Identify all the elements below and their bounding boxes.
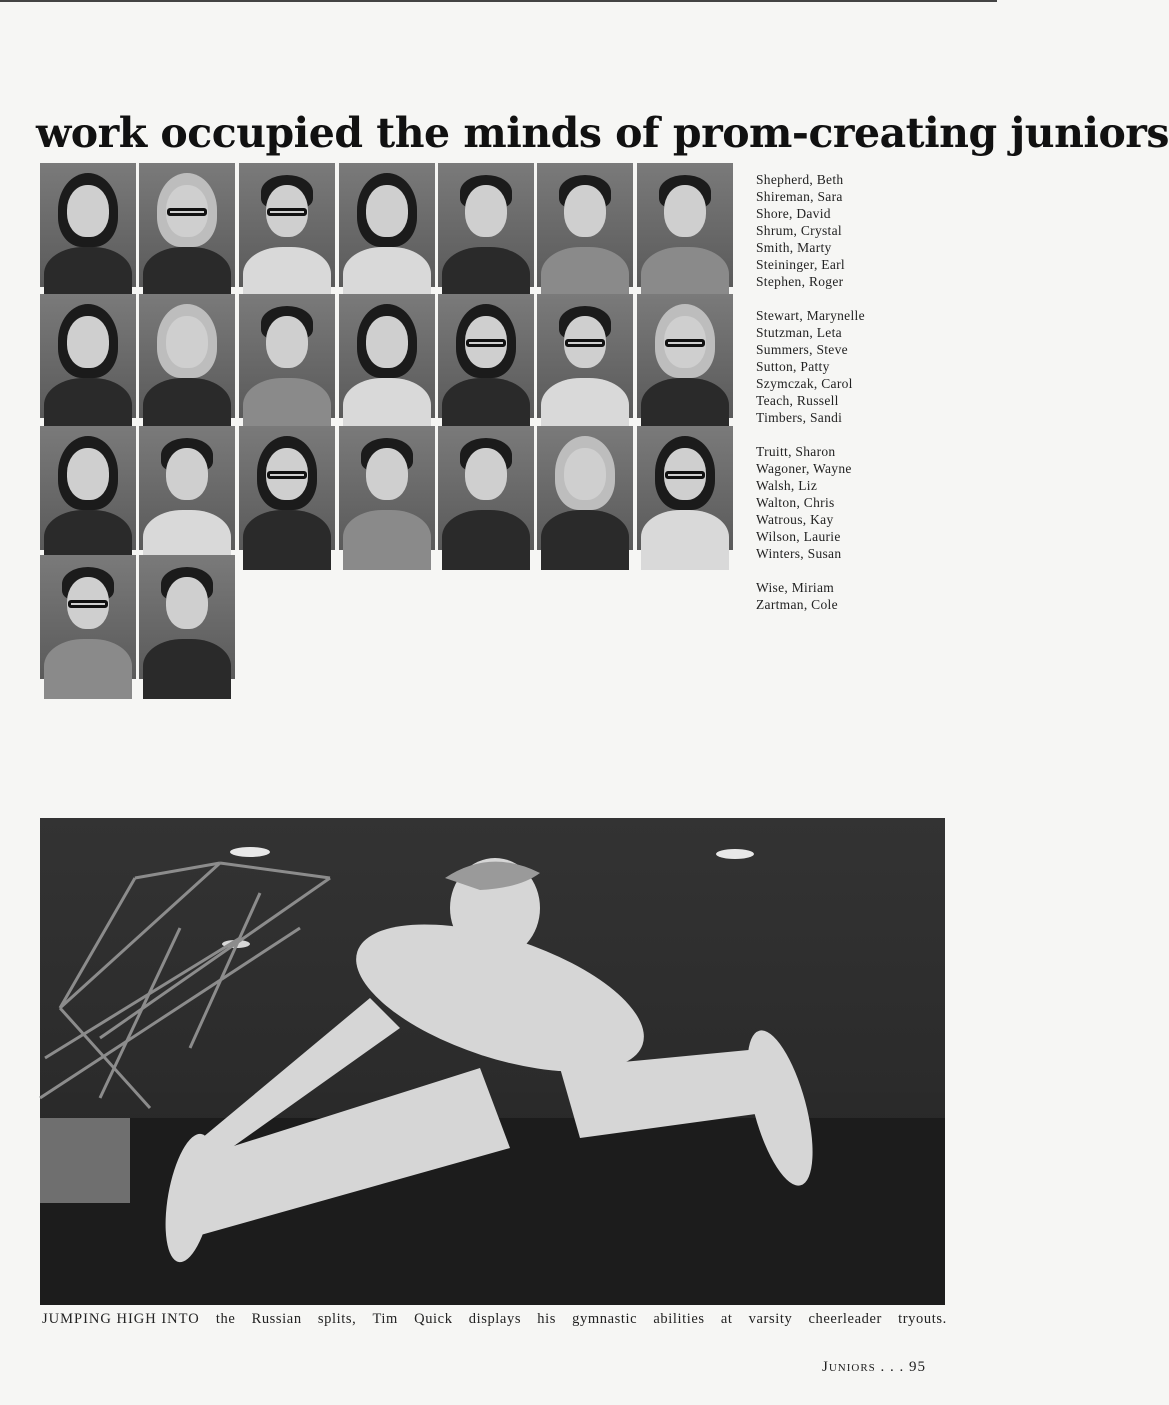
portrait-glasses [267,471,307,479]
folio-dots: . . . [880,1359,905,1375]
portrait-face [67,448,109,500]
student-portrait [537,426,633,550]
student-portrait [339,294,435,418]
name-group [756,443,896,562]
portrait-face [166,448,208,500]
caption-lead: JUMPING HIGH INTO [42,1311,200,1327]
student-portrait [339,163,435,287]
portrait-shoulders [541,510,629,570]
student-portrait [438,426,534,550]
portrait-shoulders [442,510,530,570]
caption-word: tryouts. [898,1311,947,1327]
portrait-face [366,316,408,368]
caption-word: displays [468,1311,522,1327]
ceiling-light [716,849,754,859]
action-photo [40,818,945,1305]
page-headline: work occupied the minds of prom-creating juniors [36,109,1169,158]
student-name: Walton, Chris [756,495,835,510]
student-name: Szymczak, Carol [756,376,853,391]
student-name: Timbers, Sandi [756,410,843,425]
student-portrait [40,294,136,418]
student-name: Shireman, Sara [756,189,843,204]
name-group [756,579,896,613]
student-portrait [139,163,235,287]
caption-word: gymnastic [572,1311,638,1327]
name-list [756,171,896,630]
portrait-glasses [167,208,207,216]
student-name: Teach, Russell [756,393,839,408]
portrait-shoulders [243,510,331,570]
student-name: Shepherd, Beth [756,172,844,187]
portrait-face [564,185,606,237]
portrait-glasses [665,471,705,479]
portrait-shoulders [44,639,132,699]
portrait-glasses [68,600,108,608]
portrait-shoulders [343,510,431,570]
caption-word: at [720,1311,733,1327]
student-portrait [637,426,733,550]
portrait-glasses [665,339,705,347]
caption-word: splits, [317,1311,357,1327]
student-portrait [537,294,633,418]
student-name: Zartman, Cole [756,597,838,612]
portrait-face [266,316,308,368]
student-name: Stephen, Roger [756,274,844,289]
name-group [756,307,896,426]
student-name: Shore, David [756,206,831,221]
caption-word: the [215,1311,236,1327]
portrait-glasses [565,339,605,347]
portrait-face [664,185,706,237]
portrait-glasses [267,208,307,216]
student-name: Smith, Marty [756,240,832,255]
student-portrait [139,555,235,679]
name-group [756,171,896,290]
portrait-face [465,448,507,500]
portrait-face [366,448,408,500]
student-name: Wise, Miriam [756,580,835,595]
student-name: Stutzman, Leta [756,325,842,340]
student-portrait [239,426,335,550]
caption-word: abilities [653,1311,705,1327]
student-portrait [40,555,136,679]
student-name: Steininger, Earl [756,257,845,272]
student-name: Stewart, Marynelle [756,308,865,323]
equipment-box [40,1118,130,1203]
caption-word: his [537,1311,556,1327]
student-portrait [438,294,534,418]
caption-word: Russian [251,1311,302,1327]
portrait-glasses [466,339,506,347]
student-name: Walsh, Liz [756,478,818,493]
portrait-shoulders [143,639,231,699]
portrait-face [166,316,208,368]
caption-word: Quick [414,1311,453,1327]
student-portrait [139,294,235,418]
portrait-face [366,185,408,237]
student-portrait [139,426,235,550]
ceiling-light [230,847,270,857]
student-portrait [637,163,733,287]
student-name: Winters, Susan [756,546,842,561]
student-name: Wilson, Laurie [756,529,841,544]
portrait-face [67,316,109,368]
portrait-face [465,185,507,237]
page-top-edge [0,0,997,2]
student-portrait [637,294,733,418]
student-portrait [339,426,435,550]
student-name: Watrous, Kay [756,512,834,527]
student-name: Sutton, Patty [756,359,830,374]
caption-word: Tim [372,1311,398,1327]
student-name: Wagoner, Wayne [756,461,852,476]
portrait-face [67,185,109,237]
page-number: 95 [909,1359,927,1375]
caption-word: cheerleader [808,1311,882,1327]
student-portrait [40,426,136,550]
student-portrait [438,163,534,287]
portrait-face [564,448,606,500]
student-portrait [537,163,633,287]
cheerleader-jump-illustration [40,818,945,1305]
student-portrait [40,163,136,287]
student-name: Truitt, Sharon [756,444,836,459]
portrait-face [166,577,208,629]
photo-caption [42,1311,947,1328]
portrait-grid [40,163,730,679]
folio-section: Juniors [822,1359,876,1375]
student-portrait [239,163,335,287]
portrait-shoulders [641,510,729,570]
student-name: Shrum, Crystal [756,223,842,238]
page-folio [822,1359,926,1376]
student-name: Summers, Steve [756,342,848,357]
caption-word: varsity [748,1311,793,1327]
student-portrait [239,294,335,418]
